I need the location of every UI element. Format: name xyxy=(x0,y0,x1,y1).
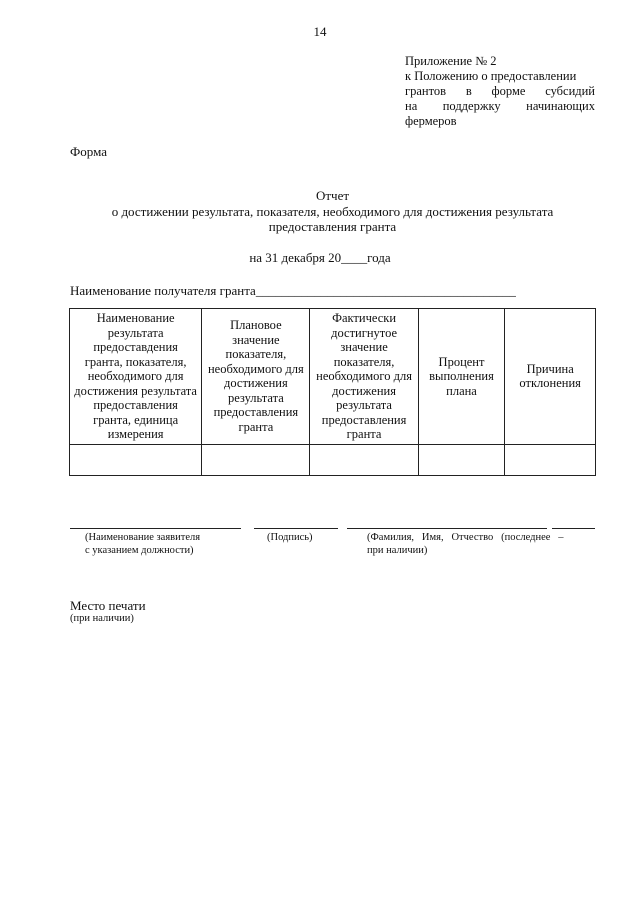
signature-caption-sign: (Подпись) xyxy=(267,532,313,543)
page-number: 14 xyxy=(313,24,327,39)
title-line: Отчет xyxy=(315,188,350,203)
stamp-label: Место печати xyxy=(70,598,146,613)
header-planned-value: Плановое значение показателя, необходимого для достижения результата предоставления гранта xyxy=(202,309,310,445)
caption-line: (Фамилия, Имя, Отчество (последнее – xyxy=(367,532,564,543)
header-result-name: Наименование результата предоставдения гранта, показателя, необходимого для достижения результата предоставления гранта, единица измерения xyxy=(70,309,202,445)
appendix-line: грантов в форме субсидий xyxy=(405,84,595,98)
appendix-line: к Положению о предоставлении xyxy=(405,69,577,83)
report-table xyxy=(69,308,596,476)
table-cell[interactable] xyxy=(418,444,505,475)
table-cell[interactable] xyxy=(202,444,310,475)
report-date-line: на 31 декабря 20____года xyxy=(249,250,391,265)
appendix-line: фермеров xyxy=(405,114,457,128)
table-cell[interactable] xyxy=(505,444,596,475)
appendix-line: на поддержку начинающих xyxy=(405,99,595,113)
table-cell[interactable] xyxy=(310,444,418,475)
stamp-note: (при наличии) xyxy=(70,613,134,624)
signature-line-name xyxy=(70,528,241,529)
caption-line: с указанием должности) xyxy=(85,545,194,556)
title-line: предоставления гранта xyxy=(268,219,397,234)
title-line: о достижении результата, показателя, необходимого для достижения результата xyxy=(111,203,554,219)
table-row xyxy=(70,444,596,475)
header-deviation-reason: Причина отклонения xyxy=(505,309,596,445)
signature-line-fio xyxy=(347,528,547,529)
header-actual-value: Фактически достигнутое значение показателя, необходимого для достижения результата предоставления гранта xyxy=(310,309,418,445)
table-header-row xyxy=(70,309,596,445)
signature-line-sign xyxy=(254,528,338,529)
appendix-note xyxy=(405,54,595,129)
table-cell[interactable] xyxy=(70,444,202,475)
signature-caption-fio xyxy=(367,531,595,557)
header-plan-percent: Процент выполнения плана xyxy=(418,309,505,445)
recipient-name-field: Наименование получателя гранта________________________________________ xyxy=(70,283,516,298)
signature-line-fio-end xyxy=(552,528,595,529)
appendix-line: Приложение № 2 xyxy=(405,54,497,68)
caption-line: при наличии) xyxy=(367,545,428,556)
form-label: Форма xyxy=(70,144,107,159)
caption-line: (Наименование заявителя xyxy=(85,532,201,543)
signature-caption-name xyxy=(85,531,200,557)
report-title xyxy=(60,188,605,235)
